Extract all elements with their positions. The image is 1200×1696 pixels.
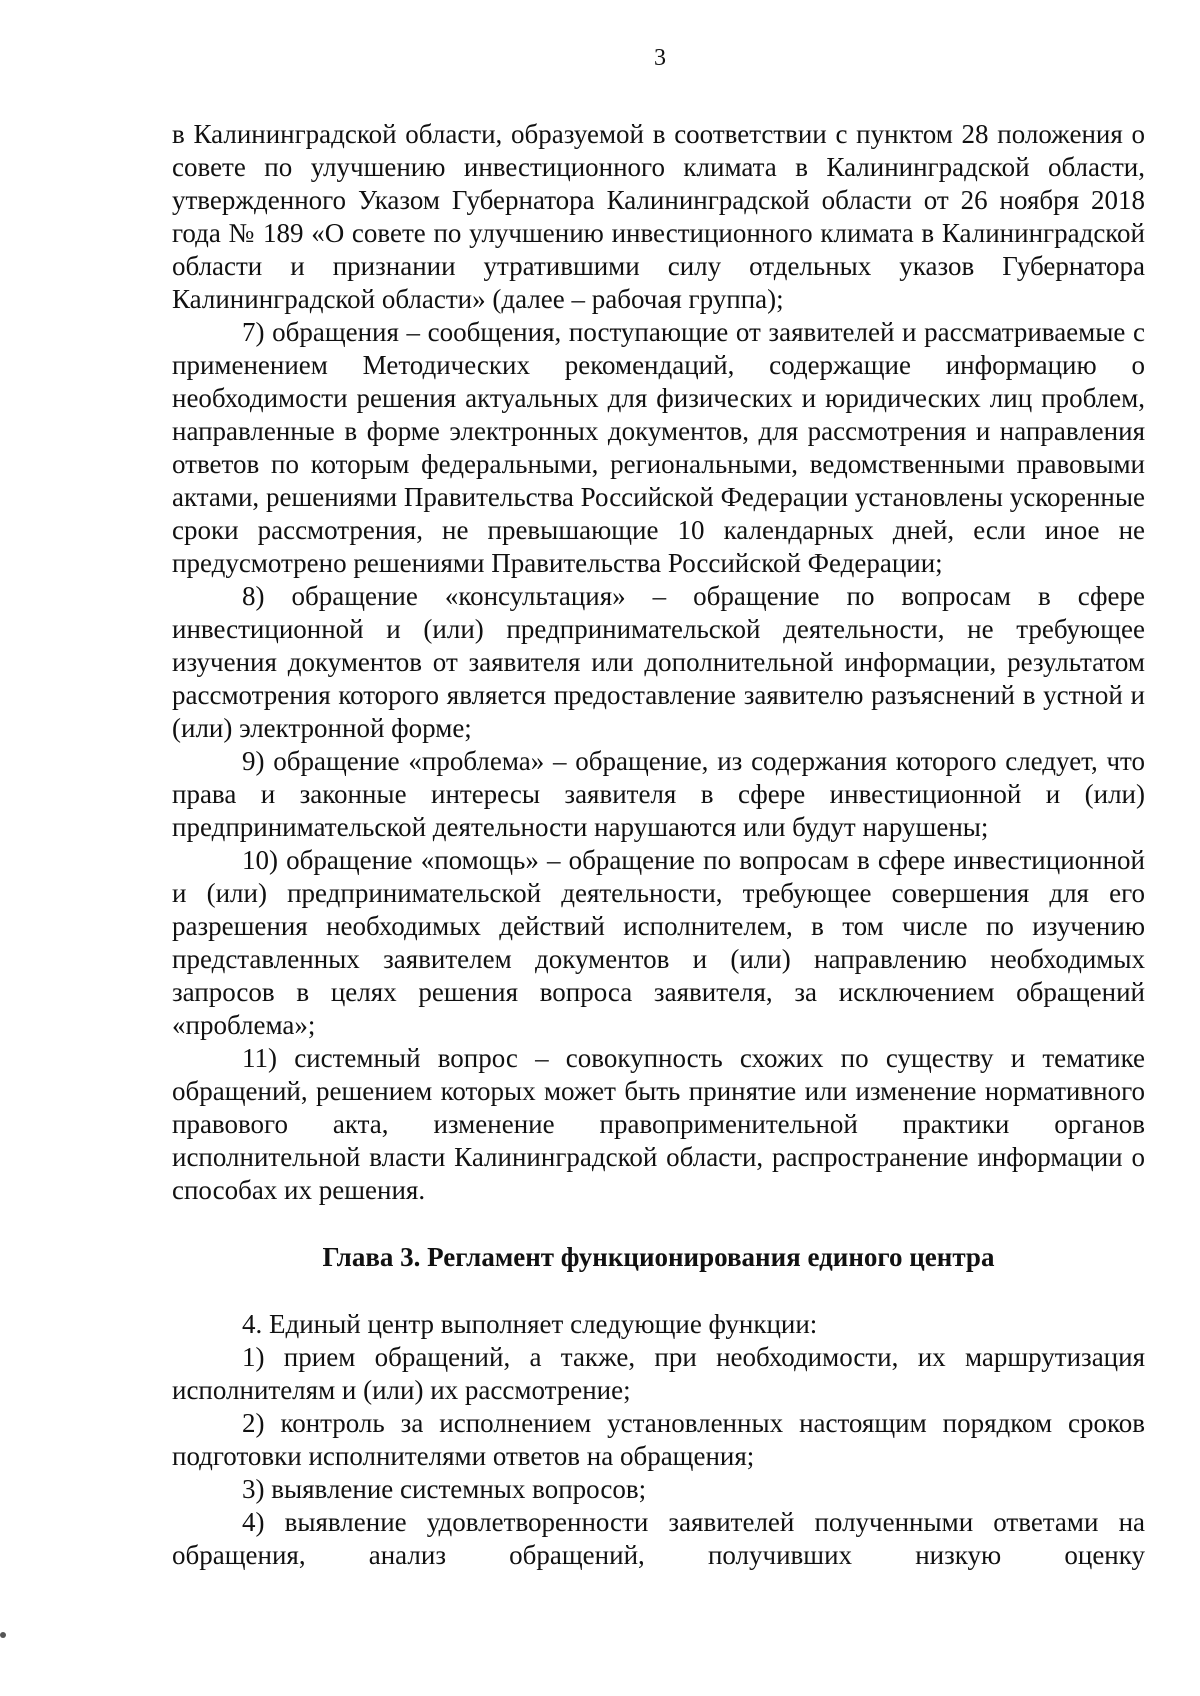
page-number: 3 bbox=[654, 45, 666, 71]
paragraph-item-11: 11) системный вопрос – совокупность схожих по существу и тематике обращений, решением которых может быть принятие или изменение нормативного правового акта, изменение правоприменительной практики органов исполнительной власти Калининградской области, распространение информации о способах их решения. bbox=[172, 1043, 1145, 1205]
paragraph-function-3: 3) выявление системных вопросов; bbox=[242, 1474, 647, 1504]
paragraph-item-9: 9) обращение «проблема» – обращение, из содержания которого следует, что права и законные интересы заявителя в сфере инвестиционной и (или) предпринимательской деятельности нарушаются или будут нарушены; bbox=[172, 746, 1145, 842]
chapter-heading: Глава 3. Регламент функционирования единого центра bbox=[322, 1242, 995, 1272]
paragraph-continuation: в Калининградской области, образуемой в соответствии с пунктом 28 положения о совете по улучшению инвестиционного климата в Калининградской области, утвержденного Указом Губернатора Калининградской области от 26 ноября 2018 года № 189 «О совете по улучшению инвестиционного климата в Калининградской области и признании утратившими силу отдельных указов Губернатора Калининградской области» (далее – рабочая группа); bbox=[172, 119, 1145, 314]
paragraph-item-7: 7) обращения – сообщения, поступающие от заявителей и рассматриваемые с применением Методических рекомендаций, содержащие информацию о необходимости решения актуальных для физических и юридических лиц проблем, направленные в форме электронных документов, для рассмотрения и направления ответов по которым федеральными, региональными, ведомственными правовыми актами, решениями Правительства Российской Федерации установлены ускоренные сроки рассмотрения, не превышающие 10 календарных дней, если иное не предусмотрено решениями Правительства Российской Федерации; bbox=[172, 317, 1145, 578]
scan-artifact-dot bbox=[0, 1632, 6, 1638]
paragraph-item-8: 8) обращение «консультация» – обращение по вопросам в сфере инвестиционной и (или) предпринимательской деятельности, не требующее изучения документов от заявителя или дополнительной информации, результатом рассмотрения которого является предоставление заявителю разъяснений в устной и (или) электронной форме; bbox=[172, 581, 1145, 743]
paragraph-function-2: 2) контроль за исполнением установленных настоящим порядком сроков подготовки исполнителями ответов на обращения; bbox=[172, 1408, 1145, 1471]
document-body bbox=[172, 118, 1145, 1572]
paragraph-function-4: 4) выявление удовлетворенности заявителей полученными ответами на обращения, анализ обращений, получивших низкую оценку bbox=[172, 1507, 1145, 1570]
paragraph-section-4: 4. Единый центр выполняет следующие функции: bbox=[242, 1309, 818, 1339]
paragraph-item-10: 10) обращение «помощь» – обращение по вопросам в сфере инвестиционной и (или) предпринимательской деятельности, требующее совершения для его разрешения необходимых действий исполнителем, в том числе по изучению представленных заявителем документов и (или) направлению необходимых запросов в целях решения вопроса заявителя, за исключением обращений «проблема»; bbox=[172, 845, 1145, 1040]
paragraph-function-1: 1) прием обращений, а также, при необходимости, их маршрутизация исполнителям и (или) их рассмотрение; bbox=[172, 1342, 1145, 1405]
